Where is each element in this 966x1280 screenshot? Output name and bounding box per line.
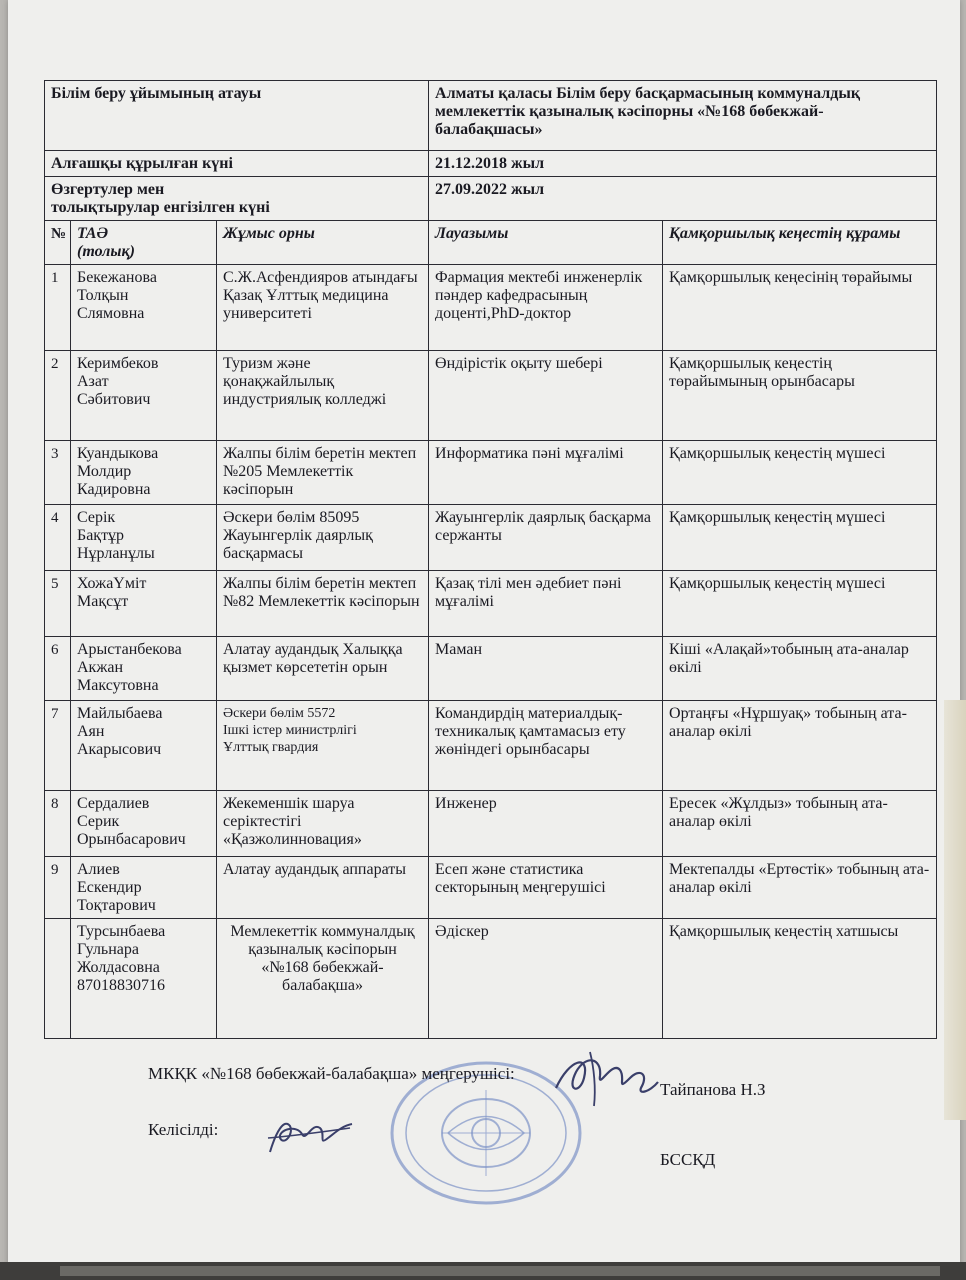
created-row: [45, 151, 937, 177]
row-num: [45, 919, 71, 1039]
row-role: Ересек «Жұлдыз» тобының ата-аналар өкілі: [663, 791, 937, 857]
row-num: 2: [45, 351, 71, 441]
row-work: Әскери бөлім 5572 Ішкі істер министрлігі Ұлттық гвардия: [217, 701, 429, 791]
row-work: Жекеменшік шаруа серіктестігі «Қазжолинновация»: [217, 791, 429, 857]
table-row: [45, 265, 937, 351]
row-role: Қамқоршылық кеңесінің төрайымы: [663, 265, 937, 351]
row-role: Ортаңғы «Нұршуақ» тобының ата-аналар өкілі: [663, 701, 937, 791]
row-position: Командирдің материалдық- техникалық қамтамасыз ету жөніндегі орынбасары: [429, 701, 663, 791]
table-row: [45, 701, 937, 791]
org-row: [45, 81, 937, 151]
changes-value: 27.09.2022 жыл: [429, 177, 937, 221]
row-role: Қамқоршылық кеңестің мүшесі: [663, 505, 937, 571]
row-position: Фармация мектебі инженерлік пәндер кафедрасының доценті,PhD-доктор: [429, 265, 663, 351]
row-num: 9: [45, 857, 71, 919]
row-role: Қамқоршылық кеңестің мүшесі: [663, 441, 937, 505]
row-name: Сердалиев Серик Орынбасарович: [71, 791, 217, 857]
col-work: Жұмыс орны: [217, 221, 429, 265]
row-num: 8: [45, 791, 71, 857]
row-name: Керимбеков Азат Сәбитович: [71, 351, 217, 441]
changes-label: Өзгертулер мен толықтырулар енгізілген күні: [45, 177, 429, 221]
board-table: [44, 80, 937, 1039]
column-header-row: [45, 221, 937, 265]
row-name: Бекежанова Толқын Слямовна: [71, 265, 217, 351]
table-row: [45, 441, 937, 505]
agreed-label: Келісілді:: [148, 1120, 219, 1139]
row-name: Серік Бақтұр Нұрланұлы: [71, 505, 217, 571]
row-num: 7: [45, 701, 71, 791]
col-name: ТАӘ (толық): [71, 221, 217, 265]
row-num: 1: [45, 265, 71, 351]
head-name: Тайпанова Н.З: [660, 1080, 766, 1099]
agreed-org: БССҚД: [660, 1150, 716, 1169]
photo-bottom-edge: [0, 1262, 966, 1280]
agreed-signature: [262, 1112, 358, 1156]
head-signature: [550, 1048, 662, 1110]
row-role: Қамқоршылық кеңестің төрайымының орынбасары: [663, 351, 937, 441]
created-label: Алғашқы құрылған күні: [45, 151, 429, 177]
org-value: Алматы қаласы Білім беру басқармасының коммуналдық мемлекеттік қазыналық кәсіпорны «№168 бөбекжай-балабақшасы»: [429, 81, 937, 151]
created-value: 21.12.2018 жыл: [429, 151, 937, 177]
row-work: Жалпы білім беретін мектеп №205 Мемлекеттік кәсіпорын: [217, 441, 429, 505]
row-work: Әскери бөлім 85095 Жауынгерлік даярлық басқармасы: [217, 505, 429, 571]
row-position: Информатика пәні мұғалімі: [429, 441, 663, 505]
row-role: Кіші «Алақай»тобының ата-аналар өкілі: [663, 637, 937, 701]
row-name: Турсынбаева Гульнара Жолдасовна 87018830716: [71, 919, 217, 1039]
row-position: Өндірістік оқыту шебері: [429, 351, 663, 441]
head-label: МКҚК «№168 бөбекжай-балабақша» меңгерушісі:: [148, 1064, 515, 1083]
row-name: Куандыкова Молдир Кадировна: [71, 441, 217, 505]
row-work: Туризм және қонақжайлылық индустриялық колледжі: [217, 351, 429, 441]
table-row: [45, 637, 937, 701]
row-name: Арыстанбекова Акжан Максутовна: [71, 637, 217, 701]
row-num: 6: [45, 637, 71, 701]
row-position: Жауынгерлік даярлық басқарма сержанты: [429, 505, 663, 571]
row-num: 5: [45, 571, 71, 637]
col-position: Лауазымы: [429, 221, 663, 265]
background-edge: [944, 700, 966, 1120]
col-num: №: [45, 221, 71, 265]
row-num: 4: [45, 505, 71, 571]
row-work: Алатау аудандық Халыққа қызмет көрсететін орын: [217, 637, 429, 701]
row-role: Мектепалды «Ертөстік» тобының ата-аналар өкілі: [663, 857, 937, 919]
row-name: Майлыбаева Аян Акарысович: [71, 701, 217, 791]
row-work: С.Ж.Асфендияров атындағы Қазақ Ұлттық медицина университеті: [217, 265, 429, 351]
table-row: [45, 919, 937, 1039]
table-row: [45, 505, 937, 571]
row-position: Инженер: [429, 791, 663, 857]
table-row: [45, 791, 937, 857]
row-name: Алиев Ескендир Тоқтарович: [71, 857, 217, 919]
col-role: Қамқоршылық кеңестің құрамы: [663, 221, 937, 265]
row-name: ХожаҮміт Мақсұт: [71, 571, 217, 637]
row-position: Есеп және статистика секторының меңгерушісі: [429, 857, 663, 919]
changes-row: [45, 177, 937, 221]
table-row: [45, 571, 937, 637]
row-position: Қазақ тілі мен әдебиет пәні мұғалімі: [429, 571, 663, 637]
row-role: Қамқоршылық кеңестің мүшесі: [663, 571, 937, 637]
row-position: Маман: [429, 637, 663, 701]
table-row: [45, 351, 937, 441]
row-num: 3: [45, 441, 71, 505]
row-work: Жалпы білім беретін мектеп №82 Мемлекеттік кәсіпорын: [217, 571, 429, 637]
org-label: Білім беру ұйымының атауы: [45, 81, 429, 151]
row-role: Қамқоршылық кеңестің хатшысы: [663, 919, 937, 1039]
row-work: Алатау аудандық аппараты: [217, 857, 429, 919]
row-work: Мемлекеттік коммуналдық қазыналық кәсіпорын «№168 бөбекжай-балабақша»: [217, 919, 429, 1039]
table-row: [45, 857, 937, 919]
row-position: Әдіскер: [429, 919, 663, 1039]
